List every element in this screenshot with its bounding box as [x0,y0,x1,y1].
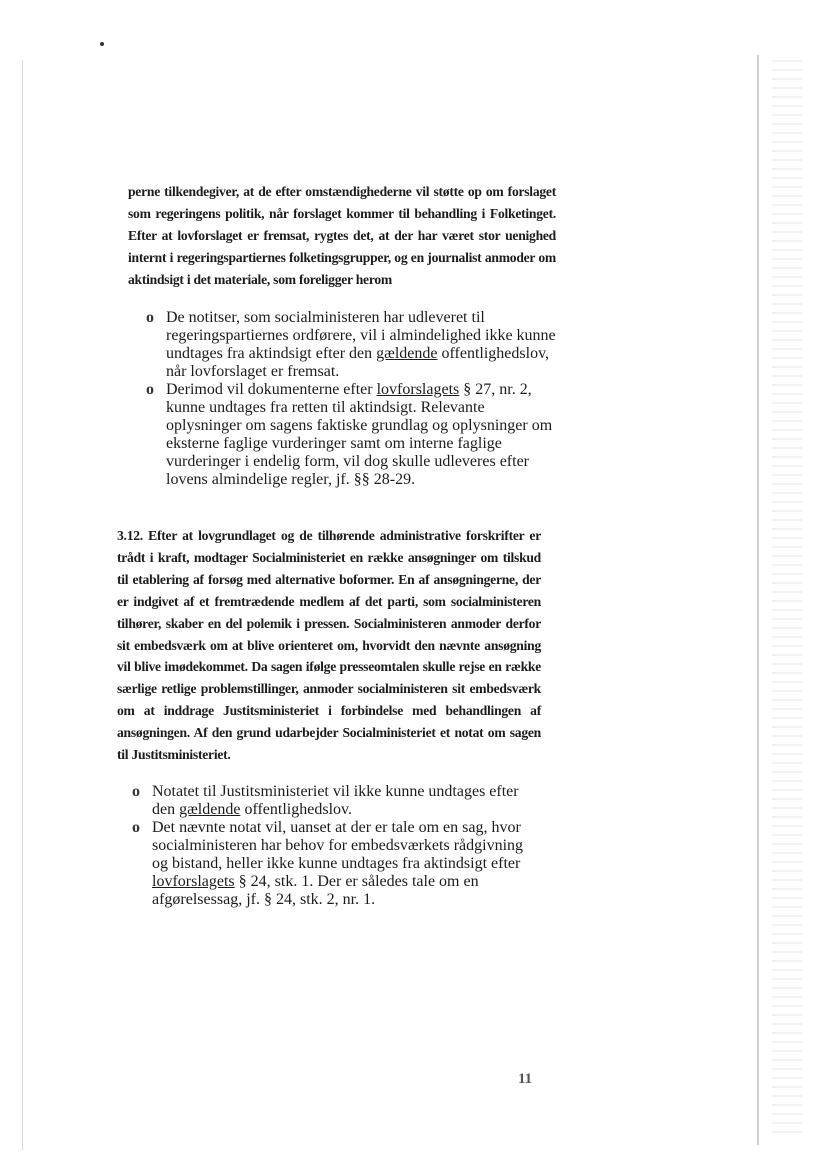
right-scan-noise [772,60,802,1140]
page-number: 11 [518,1071,533,1087]
list-item [146,309,558,381]
list-item-underlined: gældende [376,345,438,362]
bullet-icon: o [132,783,140,800]
list-item-text: Notatet til Justitsministeriet vil ikke kunne undtages efter den [152,783,519,818]
list-item [132,819,540,909]
list-item-text-end: § 24, stk. 1. Der er således tale om en afgørelsessag, jf. § 24, stk. 2, nr. 1. [152,873,479,908]
bullet-list-b [132,783,540,909]
left-edge-line [22,60,23,1150]
list-item-underlined: lovforslagets [152,873,235,890]
list-item-text: Det nævnte notat vil, uanset at der er tale om en sag, hvor socialministeren har behov for embedsværkets rådgivning og bistand, heller ikke kunne undtages fra aktindsigt efter [152,819,524,872]
section-3-12-paragraph: 3.12. Efter at lovgrundlaget og de tilhørende administrative forskrifter er trådt i kraft, modtager Socialministeriet en række ansøgninger om tilskud til etablering af forsøg med alternative boformer. En af ansøgningerne, der er indgivet af et fremtrædende medlem af det parti, som socialministeren tilhører, skaber en del polemik i pressen. Socialministeren anmoder derfor sit embedsværk om at blive orienteret om, hvorvidt den nævnte ansøgning vil blive imødekommet. Da sagen ifølge presseomtalen skulle rejse en række særlige retlige problemstillinger, anmoder socialministeren sit embedsværk om at inddrage Justitsministeriet i forbindelse med behandlingen af ansøgningen. Af den grund udarbejder Socialministeriet et notat om sagen til Justitsministeriet. [117,528,541,763]
list-item-text-end: offentlighedslov, når lovforslaget er fremsat. [166,345,550,380]
right-edge-line [757,55,759,1145]
intro-paragraph: perne tilkendegiver, at de efter omstændighederne vil støtte op om forslaget som regeringens politik, når forslaget kommer til behandling i Folketinget. Efter at lovforslaget er fremsat, rygtes det, at der har været stor uenighed internt i regeringspartiernes folketingsgrupper, og en journalist anmoder om aktindsigt i det materiale, som foreligger herom [128,184,556,287]
list-item-text: De notitser, som socialministeren har udleveret til regeringspartiernes ordførere, vil i almindelighed ikke kunne undtages fra aktindsigt efter den [166,309,556,362]
punch-dot [100,42,104,46]
list-item-underlined: lovforslagets [376,381,460,398]
list-item-underlined: gældende [179,801,241,818]
bullet-icon: o [132,819,140,836]
list-item [132,783,540,819]
bullet-icon: o [146,381,154,398]
list-item-text-end: offentlighedslov. [240,801,352,818]
bullet-icon: o [146,309,154,326]
list-item-text-end: § 27, nr. 2, kunne undtages fra retten til aktindsigt. Relevante oplysninger om sagens faktiske grundlag og oplysninger om eksterne faglige vurderinger samt om interne faglige vurderinger i endelig form, vil dog skulle udleveres efter lovens almindelige regler, jf. §§ 28-29. [166,381,553,488]
list-item-text: Derimod vil dokumenterne efter [166,381,377,398]
list-item [146,381,558,489]
bullet-list-a [146,309,558,489]
